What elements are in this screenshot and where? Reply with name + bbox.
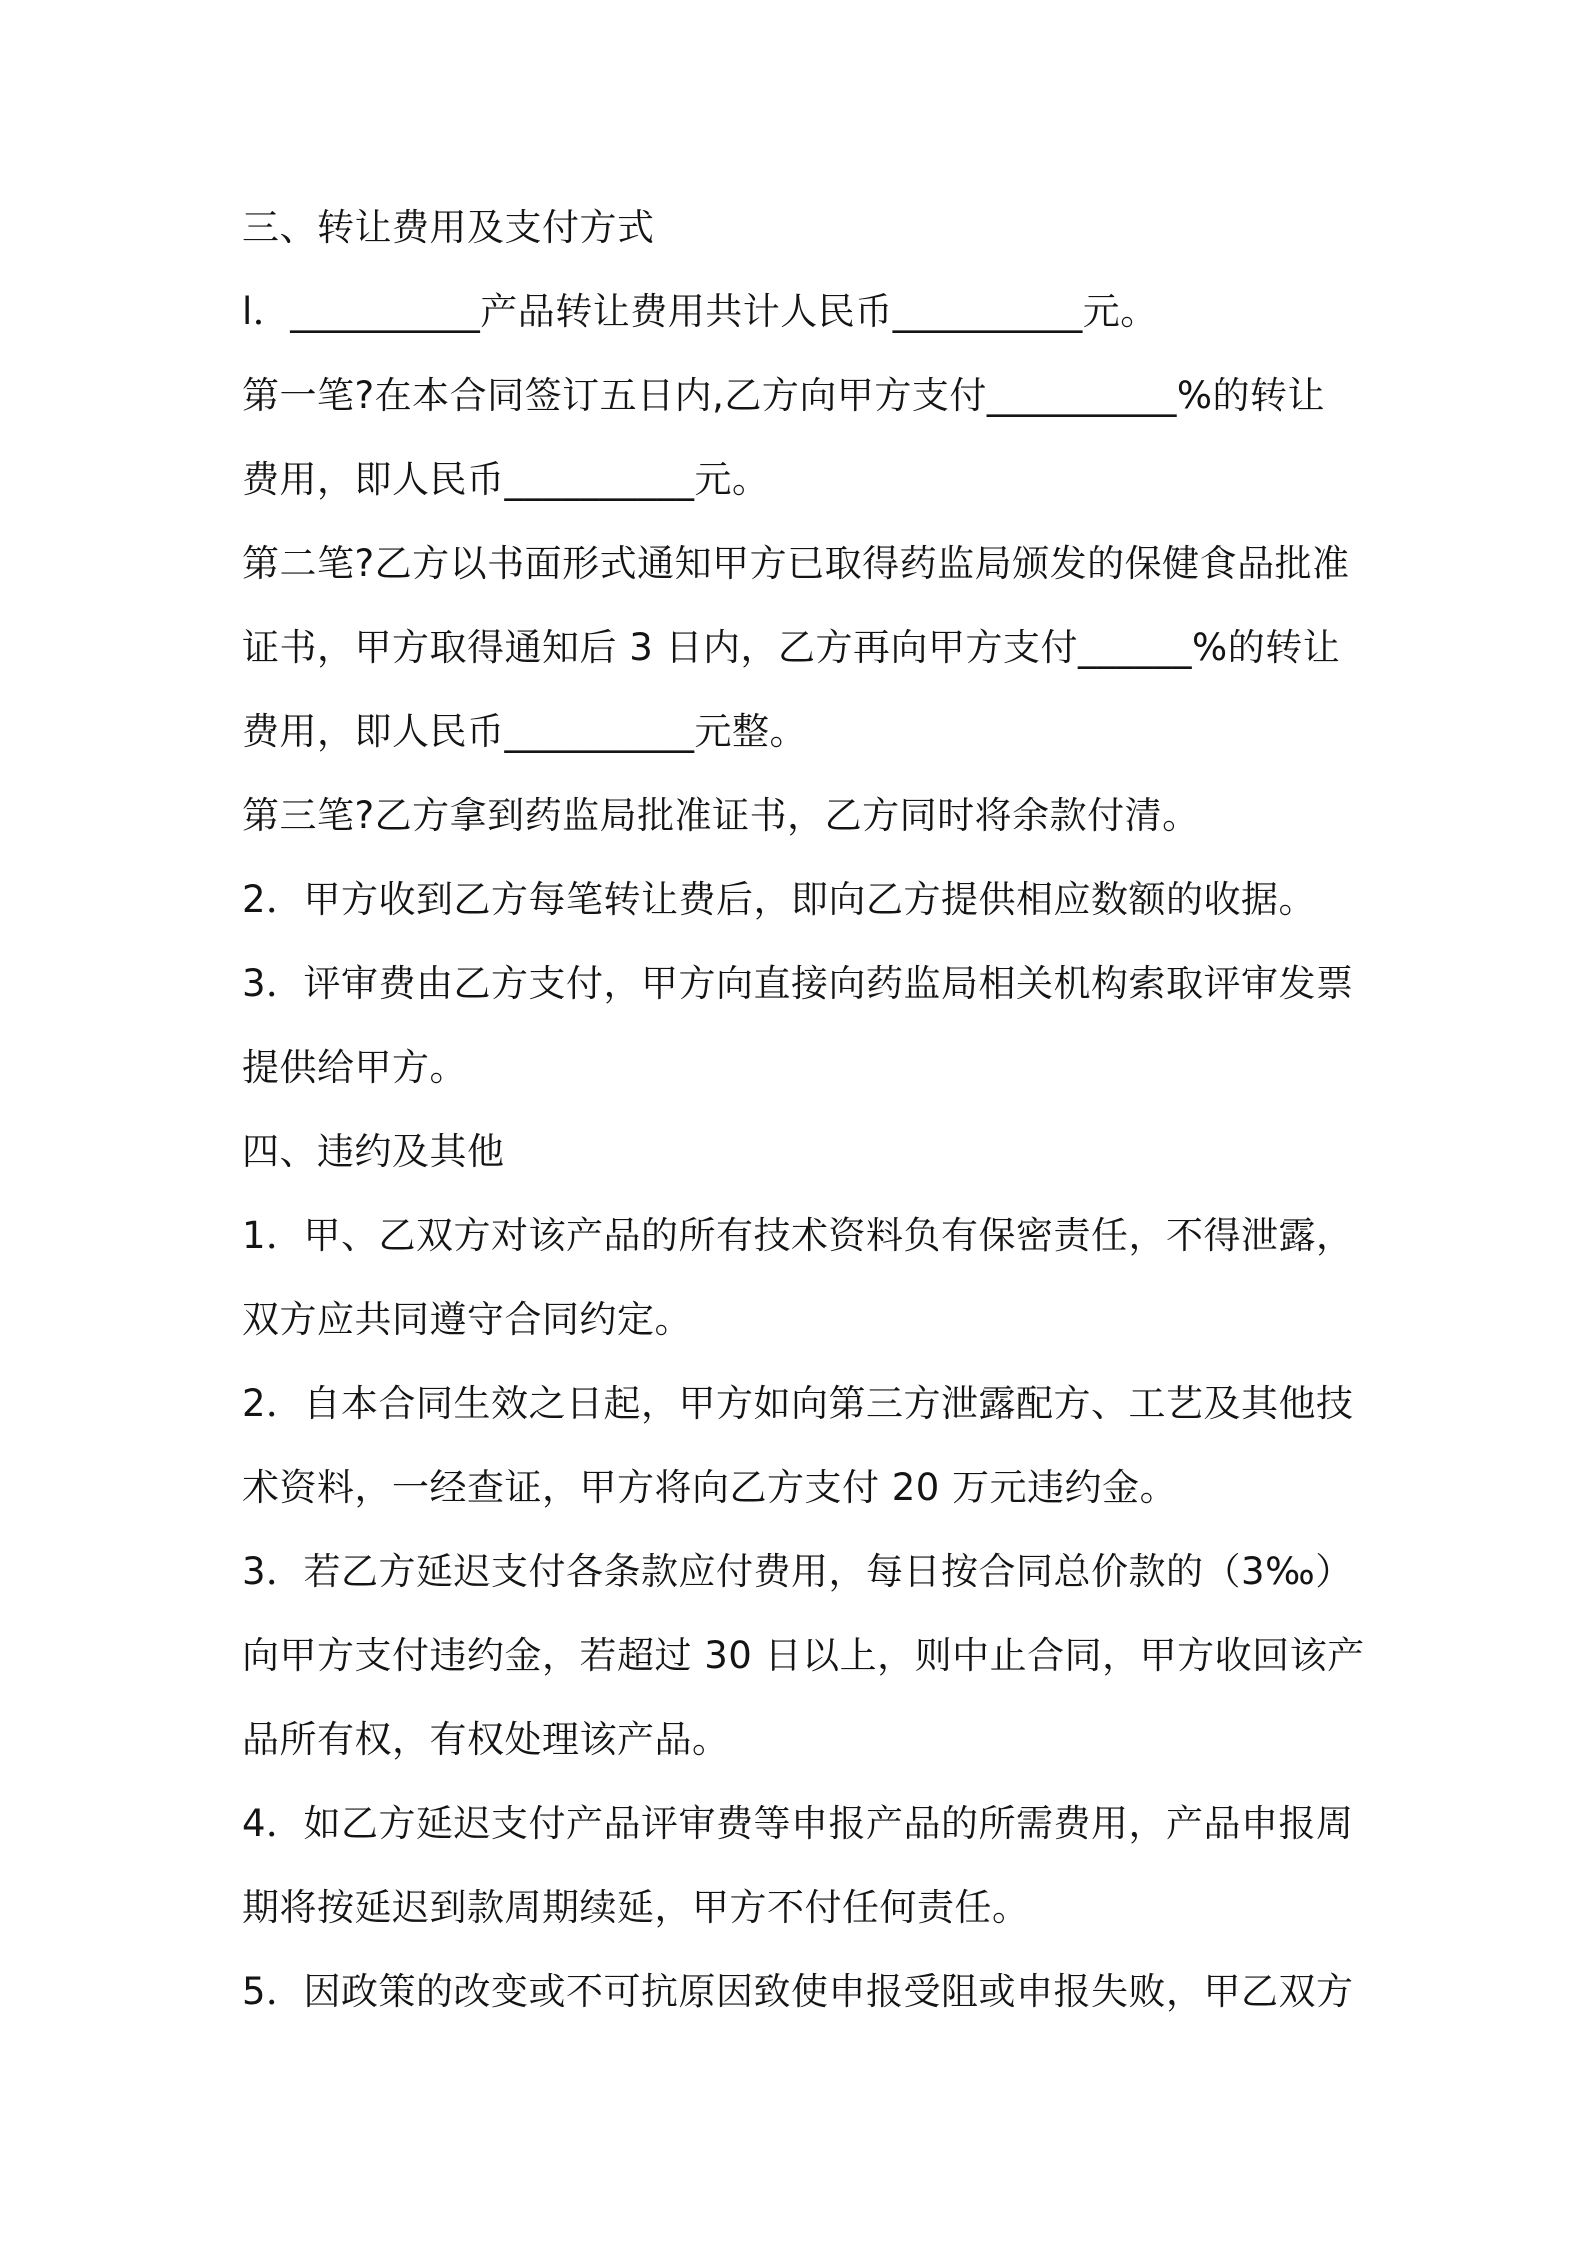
- clause-line: 品所有权，有权处理该产品。: [242, 1718, 730, 1761]
- clause-line: 提供给甲方。: [242, 1046, 467, 1089]
- clause-line: 第二笔?乙方以书面形式通知甲方已取得药监局颁发的保健食品批准: [242, 542, 1350, 585]
- clause-line: 期将按延迟到款周期续延，甲方不付任何责任。: [242, 1886, 1030, 1929]
- clause-line: 费用，即人民币__________元整。: [242, 710, 807, 753]
- clause-line: l．__________产品转让费用共计人民币__________元。: [242, 290, 1158, 333]
- section-heading-breach: 四、违约及其他: [242, 1130, 505, 1173]
- clause-line: 双方应共同遵守合同约定。: [242, 1298, 692, 1341]
- clause-line: 4．如乙方延迟支付产品评审费等申报产品的所需费用，产品申报周: [242, 1802, 1354, 1845]
- clause-line: 2．甲方收到乙方每笔转让费后，即向乙方提供相应数额的收据。: [242, 878, 1317, 921]
- clause-line: 证书，甲方取得通知后 3 日内，乙方再向甲方支付______%的转让: [242, 626, 1341, 669]
- clause-line: 术资料，一经查证，甲方将向乙方支付 20 万元违约金。: [242, 1466, 1178, 1509]
- section-heading-fees: 三、转让费用及支付方式: [242, 206, 655, 249]
- clause-line: 3．评审费由乙方支付，甲方向直接向药监局相关机构索取评审发票: [242, 962, 1354, 1005]
- clause-line: 3．若乙方延迟支付各条款应付费用，每日按合同总价款的（3‰）: [242, 1550, 1353, 1593]
- clause-line: 向甲方支付违约金，若超过 30 日以上，则中止合同，甲方收回该产: [242, 1634, 1365, 1677]
- clause-line: 第三笔?乙方拿到药监局批准证书，乙方同时将余款付清。: [242, 794, 1200, 837]
- clause-line: 第一笔?在本合同签订五日内,乙方向甲方支付__________%的转让: [242, 374, 1326, 417]
- clause-line: 5．因政策的改变或不可抗原因致使申报受阻或申报失败，甲乙双方: [242, 1970, 1354, 2013]
- clause-line: 2．自本合同生效之日起，甲方如向第三方泄露配方、工艺及其他技: [242, 1382, 1354, 1425]
- clause-line: 1．甲、乙双方对该产品的所有技术资料负有保密责任，不得泄露，: [242, 1214, 1354, 1257]
- clause-line: 费用，即人民币__________元。: [242, 458, 770, 501]
